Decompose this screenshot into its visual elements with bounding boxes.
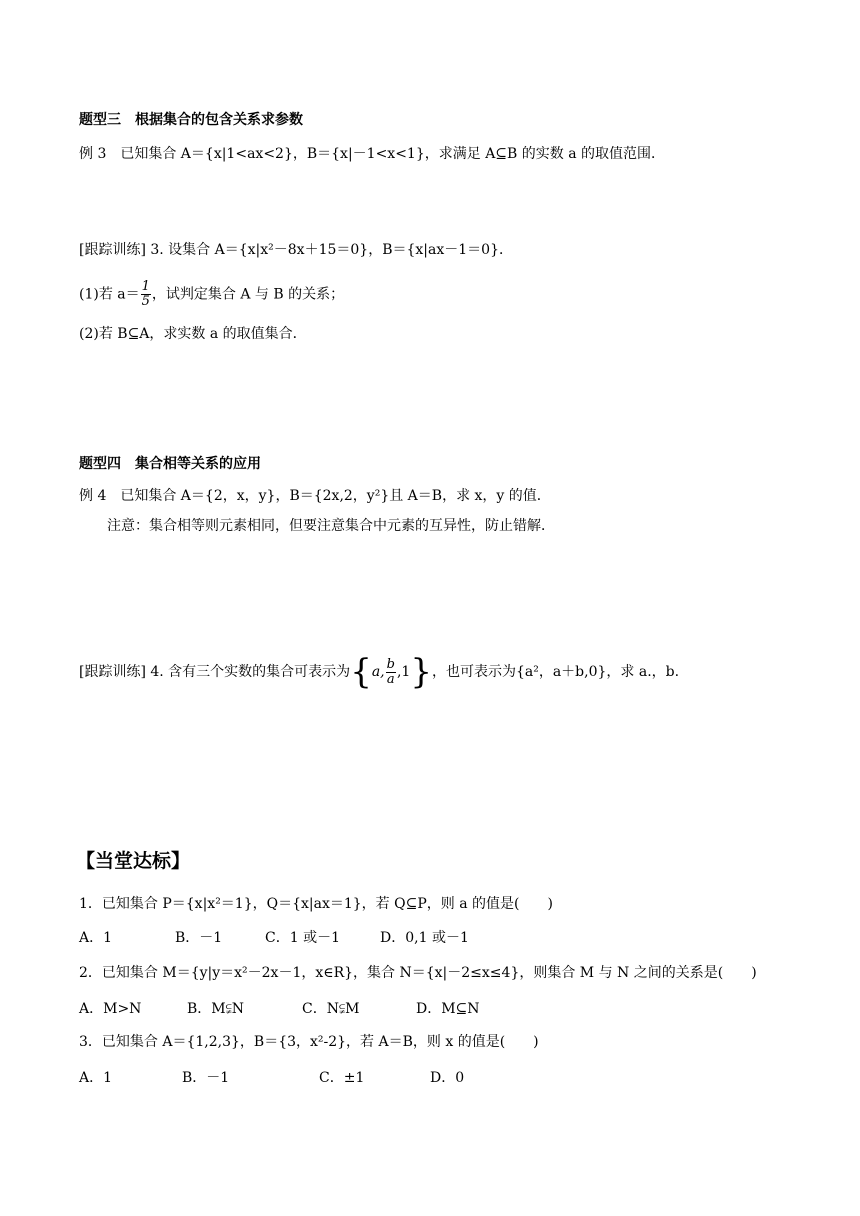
practice3-q1-suffix: ，试判定集合 A 与 B 的关系； xyxy=(151,286,345,303)
left-brace: { xyxy=(350,652,372,692)
exercises-title: 【当堂达标】 xyxy=(76,850,191,872)
set-element-1: ,1 xyxy=(396,664,411,680)
practice4-text xyxy=(79,650,679,694)
exercise2-question: 2．已知集合 M＝{y|y＝x²－2x－1，x∈R}，集合 N＝{x|－2≤x≤4}，则集合 M 与 N 之间的关系是( ) xyxy=(79,965,757,981)
option-a: A．M>N xyxy=(79,1001,142,1017)
option-b: B．－1 xyxy=(182,1070,230,1086)
practice3-q1-prefix: (1)若 a＝ xyxy=(79,286,140,303)
set-element-a: a, xyxy=(371,664,385,680)
fraction-denominator: 5 xyxy=(141,294,150,309)
example4-text: 例 4 已知集合 A＝{2，x，y}，B＝{2x,2，y²}且 A＝B，求 x，y 的值． xyxy=(79,488,551,504)
practice3-q1 xyxy=(79,280,344,309)
exercise1-question: 1．已知集合 P＝{x|x²＝1}，Q＝{x|ax＝1}，若 Q⊆P，则 a 的值是( ) xyxy=(79,896,553,912)
option-d: D．M⊆N xyxy=(416,1001,480,1017)
right-brace: } xyxy=(410,652,432,692)
example3-text: 例 3 已知集合 A＝{x|1<ax<2}，B＝{x|－1<x<1}，求满足 A⊆B 的实数 a 的取值范围． xyxy=(79,146,666,162)
option-c: C．1 或－1 xyxy=(265,930,340,946)
option-c: C．±1 xyxy=(319,1070,365,1086)
option-d: D．0 xyxy=(430,1070,465,1086)
fraction-denominator: a xyxy=(386,671,395,687)
exercise1-options xyxy=(79,928,469,948)
option-b: B．－1 xyxy=(175,930,223,946)
exercise2-options xyxy=(79,999,480,1019)
practice3-q2: (2)若 B⊆A，求实数 a 的取值集合． xyxy=(79,326,307,342)
fraction-numerator: 1 xyxy=(141,279,150,294)
practice3-intro: [跟踪训练] 3. 设集合 A＝{x|x²－8x＋15＝0}，B＝{x|ax－1＝0}． xyxy=(79,242,513,258)
practice4-suffix: ，也可表示为{a²，a＋b,0}，求 a.，b. xyxy=(431,664,680,680)
section3-heading: 题型三 根据集合的包含关系求参数 xyxy=(79,112,303,128)
exercise3-options xyxy=(79,1068,464,1088)
option-d: D．0,1 或－1 xyxy=(380,930,469,946)
fraction-one-fifth xyxy=(141,280,151,309)
option-c: C．N⫋M xyxy=(302,1001,360,1017)
example4-note: 注意：集合相等则元素相同，但要注意集合中元素的互异性，防止错解． xyxy=(107,518,555,534)
option-a: A．1 xyxy=(79,930,113,946)
section4-heading: 题型四 集合相等关系的应用 xyxy=(79,456,261,472)
exercise3-question: 3．已知集合 A＝{1,2,3}，B＝{3，x²-2}，若 A＝B，则 x 的值是( ) xyxy=(79,1034,539,1050)
practice4-prefix: [跟踪训练] 4. 含有三个实数的集合可表示为 xyxy=(79,664,351,680)
option-a: A．1 xyxy=(79,1070,113,1086)
fraction-numerator: b xyxy=(386,656,395,672)
fraction-b-over-a xyxy=(386,658,396,687)
option-b: B．M⫋N xyxy=(187,1001,245,1017)
